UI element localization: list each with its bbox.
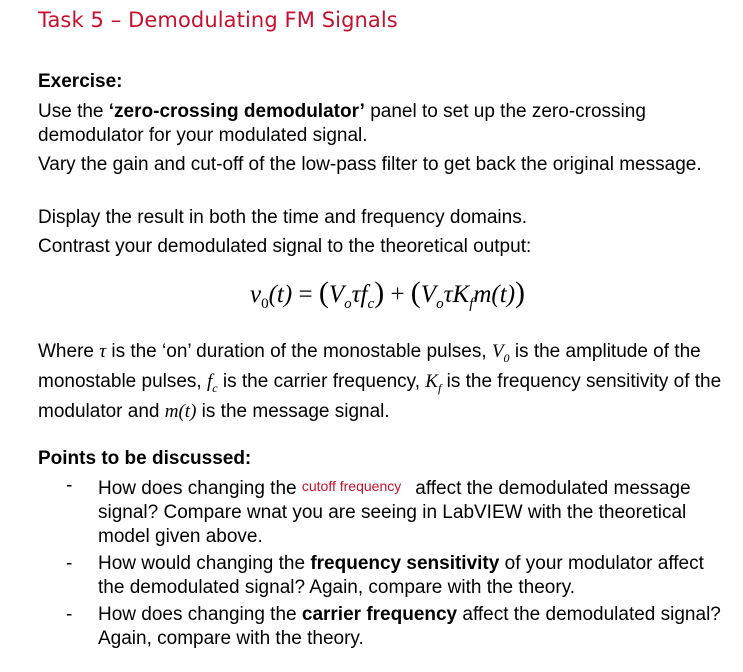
- formula-term-2: $V_o\tau K_fm(t)$: [420, 281, 516, 312]
- points-heading: Points to be discussed:: [38, 448, 252, 469]
- message-symbol: m(t): [164, 400, 197, 422]
- amplitude-symbol: $V_0$: [491, 341, 510, 365]
- list-item: - How does changing the carrier frequency affect the demodulated signal? Again, compare with the theory.: [66, 604, 721, 649]
- exercise-heading: Exercise:: [38, 71, 123, 92]
- exercise-line-1: [38, 100, 728, 148]
- exercise-line-2: Vary the gain and cut-off of the low-pass filter to get back the original message.: [38, 154, 702, 175]
- sensitivity-symbol: $K_f$: [425, 370, 442, 395]
- page-title: Task 5 – Demodulating FM Signals: [38, 8, 398, 32]
- demodulator-formula: $v_0(t) = (V_o\tau f_c) + (V_o\tau K_fm(t))$: [250, 276, 526, 312]
- formula-term-1: $V_o\tau f_c$: [328, 281, 375, 312]
- panel-name: ‘zero-crossing demodulator’: [108, 101, 365, 122]
- formula-equals: =: [298, 281, 313, 308]
- text: panel to set up the zero-crossing demodulator for your modulated signal.: [38, 101, 646, 146]
- tau-symbol: τ: [99, 341, 107, 362]
- exercise-line-4: Contrast your demodulated signal to the theoretical output:: [38, 236, 532, 257]
- formula-plus: +: [390, 281, 405, 308]
- text: Use the: [38, 101, 109, 122]
- exercise-line-3: Display the result in both the time and frequency domains.: [38, 207, 527, 228]
- list-item: - How would changing the frequency sensitivity of your modulator affect the demodulated signal? Again, compare with the theory.: [66, 553, 704, 598]
- formula-lhs: $v_0(t)$: [250, 281, 293, 312]
- dash: -: [66, 604, 73, 625]
- bold-term: frequency sensitivity: [310, 553, 500, 574]
- dash: -: [66, 475, 73, 496]
- inline-annotation: cutoff frequency: [301, 478, 402, 494]
- where-paragraph: Where τ is the ‘on’ duration of the monostable pulses, $V_0$ is the amplitude of the monostable pulses, $f_c$ is the carrier frequency, $K_f$ is the frequency sensitivity of the modulator and m(t) is the message signal.: [38, 341, 722, 422]
- dash: -: [66, 553, 73, 574]
- bold-term: carrier frequency: [301, 604, 458, 625]
- points-list: [66, 474, 726, 654]
- list-item: - How does changing the cutoff frequency affect the demodulated message signal? Compare wnat you are seeing in LabVIEW with the theoretical model given above.: [66, 475, 691, 547]
- carrier-symbol: $f_c$: [207, 370, 218, 395]
